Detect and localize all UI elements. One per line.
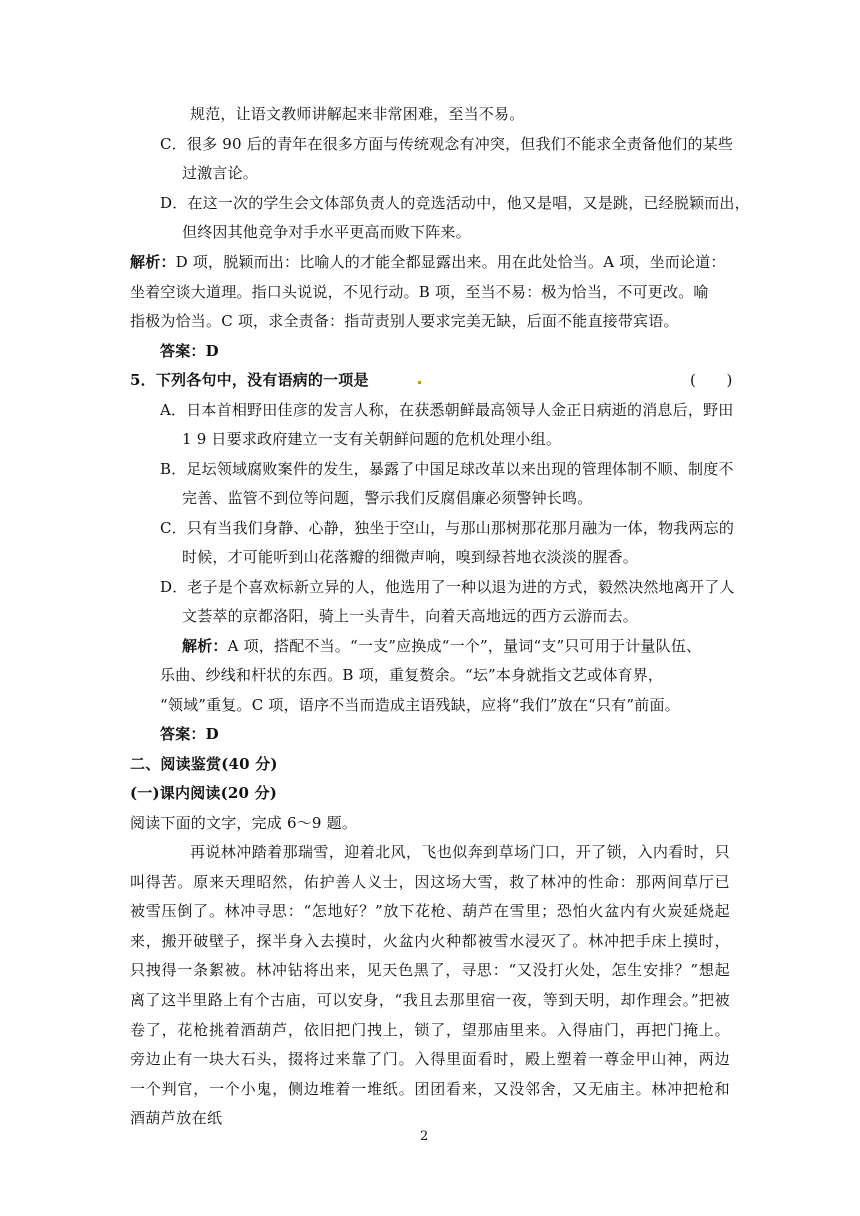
- analysis-line: 解析：D 项，脱颖而出：比喻人的才能全都显露出来。用在此处恰当。A 项，坐而论道：: [130, 253, 726, 271]
- answer-line: 答案：D: [160, 342, 219, 360]
- analysis-label: 解析：: [182, 637, 228, 655]
- page-number: 2: [420, 1129, 429, 1144]
- text-line: 过激言论。: [182, 164, 259, 182]
- text-line: “领域”重复。C 项，语序不当而造成主语残缺，应将“我们”放在“只有”前面。: [160, 696, 680, 714]
- option-d: D．老子是个喜欢标新立异的人，他选用了一种以退为进的方式，毅然决然地离开了人: [160, 578, 735, 596]
- text-line: 坐着空谈大道理。指口头说说，不见行动。B 项，至当不易：极为恰当，不可更改。喻: [130, 283, 709, 301]
- text-line: 时候，才可能听到山花落瓣的细微声响，嗅到绿苔地衣淡淡的腥香。: [182, 548, 639, 566]
- answer-bracket: ( ): [690, 371, 733, 389]
- subsection-heading: (一)课内阅读(20 分): [130, 784, 278, 802]
- text-line: 指极为恰当。C 项，求全责备：指苛责别人要求完美无缺，后面不能直接带宾语。: [130, 312, 679, 330]
- instruction: 阅读下面的文字，完成 6～9 题。: [130, 814, 358, 832]
- text-line: 文荟萃的京都洛阳，骑上一头青牛，向着天高地远的西方云游而去。: [182, 607, 639, 625]
- option-a: A．日本首相野田佳彦的发言人称，在获悉朝鲜最高领导人金正日病逝的消息后，野田: [160, 401, 734, 419]
- marker-dot: [418, 381, 421, 384]
- answer-line: 答案：D: [160, 725, 219, 743]
- text-line: 1 9 日要求政府建立一支有关朝鲜问题的危机处理小组。: [182, 430, 562, 448]
- option-b: B．足坛领域腐败案件的发生，暴露了中国足球改革以来出现的管理体制不顺、制度不: [160, 460, 734, 478]
- analysis-label: 解析：: [130, 253, 176, 271]
- text-line: 完善、监管不到位等问题，警示我们反腐倡廉必须警钟长鸣。: [182, 489, 593, 507]
- text-line: C．很多 90 后的青年在很多方面与传统观念有冲突，但我们不能求全责备他们的某些: [160, 135, 734, 153]
- analysis-line: 解析：A 项，搭配不当。“一支”应换成“一个”，量词“支”只可用于计量队伍、: [182, 637, 702, 655]
- option-c: C．只有当我们身静、心静，独坐于空山，与那山那树那花那月融为一体，物我两忘的: [160, 519, 735, 537]
- text-line: 乐曲、纱线和杆状的东西。B 项，重复赘余。“坛”本身就指文艺或体育界，: [160, 666, 664, 684]
- reading-passage: 再说林冲踏着那瑞雪，迎着北风，飞也似奔到草场门口，开了锁，入内看时，只叫得苦。原来天理昭然，佑护善人义士，因这场大雪，救了林冲的性命：那两间草厅已被雪压倒了。林冲寻思：“怎地好？”放下花枪、葫芦在雪里；恐怕火盆内有火炭延烧起来，搬开破壁子，探半身入去摸时，火盆内火种都被雪水浸灭了。林冲把手床上摸时，只拽得一条絮被。林冲钻将出来，见天色黑了，寻思：“又没打火处，怎生安排？”想起离了这半里路上有个古庙，可以安身，“我且去那里宿一夜，等到天明，却作理会。”把被卷了，花枪挑着酒葫芦，依旧把门拽上，锁了，望那庙里来。入得庙门，再把门掩上。旁边止有一块大石头，掇将过来靠了门。入得里面看时，殿上塑着一尊金甲山神，两边一个判官，一个小鬼，侧边堆着一堆纸。团团看来，又没邻舍，又无庙主。林冲把枪和酒葫芦放在纸: [130, 843, 730, 1128]
- question-5: 5．下列各句中，没有语病的一项是: [130, 371, 369, 389]
- text-line: D．在这一次的学生会文体部负责人的竞选活动中，他又是唱，又是跳，已经脱颖而出，: [160, 194, 750, 212]
- section-heading: 二、阅读鉴赏(40 分): [130, 755, 278, 773]
- text-line: 但终因其他竞争对手水平更高而败下阵来。: [182, 223, 471, 241]
- text-line: 规范，让语文教师讲解起来非常困难，至当不易。: [190, 105, 525, 123]
